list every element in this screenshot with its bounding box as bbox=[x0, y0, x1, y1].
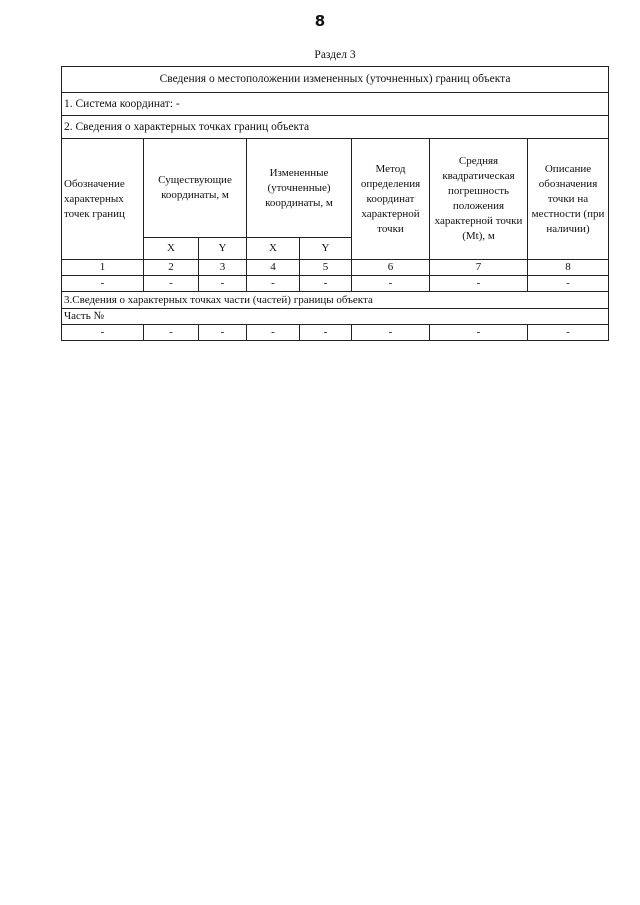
table-cell: - bbox=[430, 276, 528, 292]
table-cell: - bbox=[62, 325, 144, 341]
section-label: Раздел 3 bbox=[314, 49, 356, 61]
table-cell: - bbox=[352, 276, 430, 292]
column-number: 6 bbox=[352, 260, 430, 276]
table-title: Сведения о местоположении измененных (уточненных) границ объекта bbox=[62, 67, 609, 93]
header-description: Описание обозначения точки на местности (при наличии) bbox=[528, 139, 609, 260]
column-number: 1 bbox=[62, 260, 144, 276]
column-number: 5 bbox=[300, 260, 352, 276]
column-number: 4 bbox=[247, 260, 300, 276]
column-number: 7 bbox=[430, 260, 528, 276]
table-cell: - bbox=[144, 325, 199, 341]
part-points-heading-row bbox=[62, 292, 609, 309]
table-cell: - bbox=[300, 325, 352, 341]
coord-system-text: 1. Система координат: - bbox=[62, 93, 609, 116]
table-cell: - bbox=[430, 325, 528, 341]
part-label: Часть № bbox=[62, 309, 609, 325]
table-cell: - bbox=[144, 276, 199, 292]
points-heading: 2. Сведения о характерных точках границ объекта bbox=[62, 116, 609, 139]
header-method: Метод определения координат характерной точки bbox=[352, 139, 430, 260]
table-row bbox=[62, 276, 609, 292]
header-existing-coords: Существующие координаты, м bbox=[144, 139, 247, 238]
header-changed-coords: Измененные (уточненные) координаты, м bbox=[247, 139, 352, 238]
part-label-row bbox=[62, 309, 609, 325]
coord-system-row bbox=[62, 93, 609, 116]
table-title-row bbox=[62, 67, 609, 93]
column-number: 2 bbox=[144, 260, 199, 276]
boundary-table bbox=[61, 66, 609, 341]
page-number: 8 bbox=[314, 12, 326, 30]
table-cell: - bbox=[247, 325, 300, 341]
table-cell: - bbox=[247, 276, 300, 292]
table-cell: - bbox=[300, 276, 352, 292]
table-cell: - bbox=[528, 276, 609, 292]
column-number-row bbox=[62, 260, 609, 276]
table-row bbox=[62, 325, 609, 341]
column-header-row bbox=[62, 139, 609, 238]
header-changed-x: X bbox=[247, 238, 300, 260]
points-heading-row bbox=[62, 116, 609, 139]
table-cell: - bbox=[199, 325, 247, 341]
column-number: 3 bbox=[199, 260, 247, 276]
header-existing-y: Y bbox=[199, 238, 247, 260]
table-cell: - bbox=[199, 276, 247, 292]
column-number: 8 bbox=[528, 260, 609, 276]
header-changed-y: Y bbox=[300, 238, 352, 260]
header-existing-x: X bbox=[144, 238, 199, 260]
table-cell: - bbox=[62, 276, 144, 292]
table-cell: - bbox=[528, 325, 609, 341]
header-mean-error: Средняя квадратическая погрешность положения характерной точки (Mt), м bbox=[430, 139, 528, 260]
table-cell: - bbox=[352, 325, 430, 341]
header-designation: Обозначение характерных точек границ bbox=[62, 139, 144, 260]
part-points-heading: 3.Сведения о характерных точках части (частей) границы объекта bbox=[62, 292, 609, 309]
